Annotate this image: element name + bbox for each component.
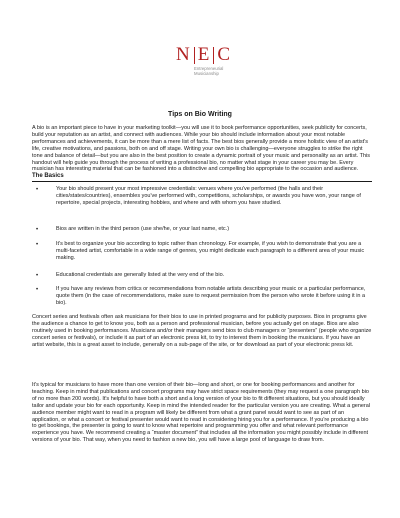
bullet-icon: • [36, 287, 39, 293]
list-item-text: Your bio should present your most impressive credentials: venues where you've performed (the halls and their cities/states/countries), ensembles you've performed with, competitions, scholarships, or awards you have won, your range of repertoire, special projects, interesting hobbies, and where and with whom you have studied. [56, 186, 361, 206]
bullet-icon: • [36, 242, 39, 248]
page-title: Tips on Bio Writing [168, 111, 232, 118]
bullet-icon: • [36, 227, 39, 233]
logo-line-2: Musicianship [194, 71, 219, 76]
intro-paragraph: A bio is an important piece to have in your marketing toolkit—you will use it to book performance opportunities, seek publicity for concerts, build your reputation as an artist, and connect with audiences. While your bio should include information about your most notable performances and achievements, it can be more than a mere list of facts. The best bios generally provide a more holistic view of an artist's life, creative motivations, and passions, both on and off stage. Writing your own bio is challenging—everyone struggles to strike the right tone and balance of detail—but you are also in the best position to create a dynamic portrait of your music and personality as an artist. This handout will help guide you through the process of writing a professional bio, no matter what stage in your career you may be. Every musician has interesting material that can be fashioned into a distinctive and compelling bio appropriate to the occasion and audience. [32, 125, 371, 173]
list-item-text: Bios are written in the third person (use she/he, or your last name, etc.) [56, 226, 230, 232]
body-paragraph: It's typical for musicians to have more than one version of their bio—long and short, or one for booking performances and another for teaching. Keep in mind that publications and concert programs may have strict space requirements (they may request a one paragraph bio of no more than 200 words). It's helpful to have both a short and a long version of your bio to fit different situations, but you should ideally tailor and update your bio for each opportunity. Keep in mind the intended reader for the particular version you are creating. What a general audience member might want to read in a program will likely be different from what a grant panel would want to see as part of an application, or what a concert or festival presenter would want to read in considering hiring you for a performance. If you're producing a bio to get bookings, the presenter is going to want to know what repertoire and programming you offer and what relevant performance experience you have. We recommend creating a “master document” that includes all the information you might possibly include in different versions of your bio. That way, when you need to fashion a new bio, you will have a large pool of language to draw from. [32, 382, 371, 444]
logo-divider [213, 47, 214, 64]
list-item-text: If you have any reviews from critics or recommendations from notable artists describing your music or a particular performance, quote them (in the case of recommendations, make sure to request permission from the person who wrote it before using it in a bio). [56, 286, 366, 306]
logo-letter-n: N [176, 44, 191, 65]
list-item-text: Educational credentials are generally listed at the very end of the bio. [56, 272, 225, 278]
body-paragraph: Concert series and festivals often ask musicians for their bios to use in printed programs and for publicity purposes. Bios in programs give the audience a chance to get to know you, both as a person and professional musician, before you actually get on stage. Bios are also routinely used in booking performances. Musicians and/or their managers send bios to club managers or “presenters” (people who organize concert series or festivals), or include it as part of an electronic press kit, to try to interest them in booking the musicians. If you have an artist website, this is a great asset to include, generally on a sub-page of the site, or for download as part of your electronic press kit. [32, 314, 372, 348]
logo-letters [176, 44, 232, 66]
list-item-text: It's best to organize your bio according to topic rather than chronology. For example, if you wish to demonstrate that you are a multi-faceted artist, comfortable in a wide range of genres, you might dedicate each paragraph to a different area of your music making. [56, 241, 365, 261]
logo-letter-e: E [197, 44, 211, 65]
logo-divider [194, 47, 195, 64]
logo-line-1: Entrepreneurial [194, 66, 224, 71]
bullet-icon: • [36, 187, 39, 193]
section-heading: The Basics [32, 172, 372, 182]
logo-subtitle [194, 66, 223, 76]
logo-letter-c: C [217, 44, 232, 65]
nec-logo [176, 44, 266, 86]
bullet-icon: • [36, 273, 39, 279]
